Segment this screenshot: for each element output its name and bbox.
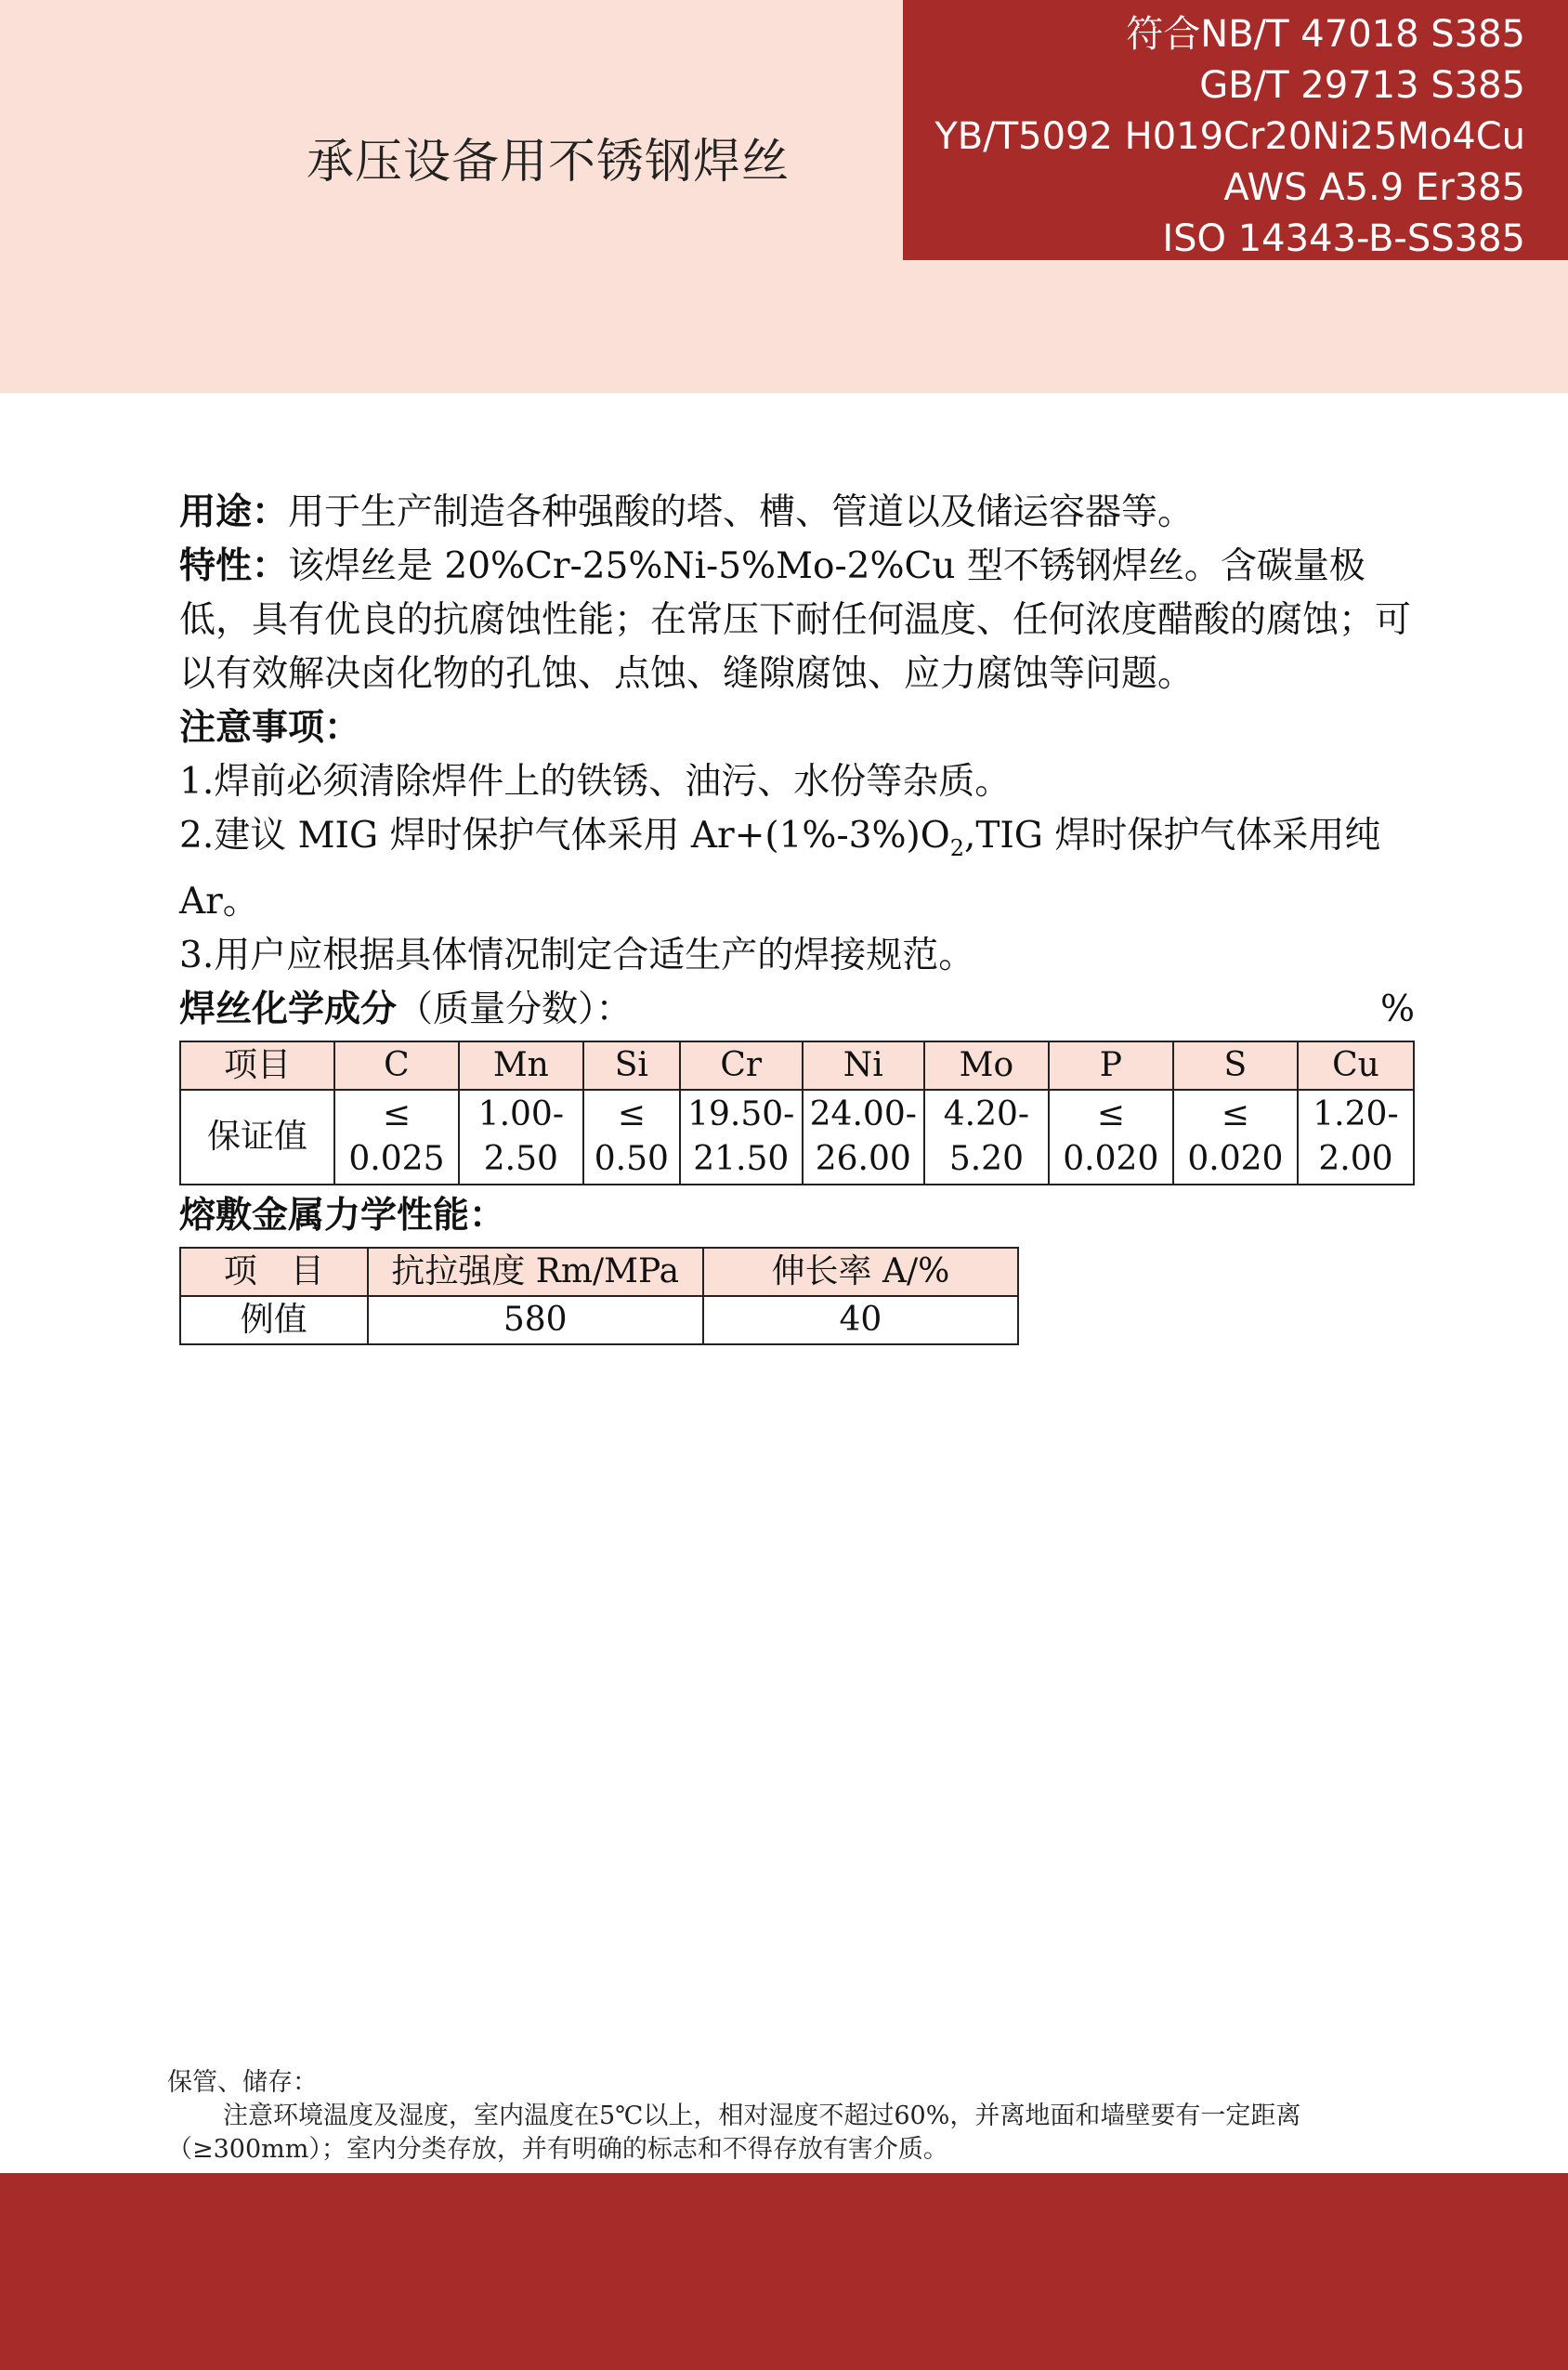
- column-header: P: [1049, 1041, 1173, 1090]
- chemistry-heading: [179, 983, 633, 1037]
- cell-line: 0.50: [594, 1139, 669, 1178]
- cell-line: 4.20-: [943, 1094, 1030, 1133]
- cell-line: ≤: [382, 1094, 412, 1133]
- column-header: 伸长率 A/%: [703, 1248, 1018, 1296]
- mechanical-table: [179, 1247, 1019, 1345]
- note-item-2: [179, 809, 1415, 929]
- main-content: [179, 486, 1415, 1345]
- usage-paragraph: [179, 486, 1415, 540]
- standard-line: ISO 14343-B-SS385: [1162, 217, 1525, 260]
- notes-heading: 注意事项：: [179, 707, 361, 749]
- table-cell: [680, 1090, 803, 1185]
- cell-line: 0.020: [1063, 1139, 1159, 1178]
- row-label: 例值: [180, 1296, 368, 1344]
- storage-section: [167, 2066, 1431, 2167]
- cell-line: 21.50: [693, 1139, 790, 1178]
- note-item-3: 3.用户应根据具体情况制定合适生产的焊接规范。: [179, 934, 975, 976]
- chemistry-table: [179, 1041, 1415, 1185]
- cell-line: 1.20-: [1313, 1094, 1399, 1133]
- table-header-row: [180, 1041, 1414, 1090]
- column-header: Cr: [680, 1041, 803, 1090]
- cell-line: 2.50: [483, 1139, 558, 1178]
- column-header: Ni: [803, 1041, 925, 1090]
- table-cell: [1298, 1090, 1414, 1185]
- standard-line: 符合NB/T 47018 S385: [1126, 13, 1525, 56]
- table-cell: [459, 1090, 583, 1185]
- column-header: 项目: [180, 1041, 334, 1090]
- cell-line: 2.00: [1318, 1139, 1393, 1178]
- cell-line: 5.20: [948, 1139, 1024, 1178]
- note-item-2-text: 2.建议 MIG 焊时保护气体采用 Ar+(1%-3%)O: [179, 815, 950, 857]
- column-header: Mn: [459, 1041, 583, 1090]
- row-label: 保证值: [180, 1090, 334, 1185]
- table-header-row: [180, 1248, 1018, 1296]
- usage-label: 用途：: [179, 491, 289, 533]
- table-row: [180, 1090, 1414, 1185]
- column-header: 抗拉强度 Rm/MPa: [368, 1248, 703, 1296]
- chemistry-heading-bold: 焊丝化学成分: [179, 988, 398, 1030]
- chemistry-unit: %: [1379, 988, 1415, 1030]
- storage-text: 注意环境温度及湿度，室内温度在5℃以上，相对湿度不超过60%，并离地面和墙壁要有一定距离（≥300mm）；室内分类存放，并有明确的标志和不得存放有害介质。: [167, 2102, 1301, 2164]
- standard-line: YB/T5092 H019Cr20Ni25Mo4Cu: [934, 115, 1525, 158]
- table-cell: [583, 1090, 680, 1185]
- column-header: S: [1173, 1041, 1298, 1090]
- cell-line: 19.50-: [687, 1094, 795, 1133]
- table-cell: [334, 1090, 459, 1185]
- standard-line: AWS A5.9 Er385: [1223, 166, 1525, 209]
- note-item-2-text-end: ,TIG 焊时保护气体采用纯 Ar。: [179, 815, 1381, 923]
- table-cell: [803, 1090, 925, 1185]
- cell-line: 1.00-: [477, 1094, 564, 1133]
- cell-line: ≤: [617, 1094, 646, 1133]
- features-label: 特性：: [179, 545, 289, 587]
- table-cell: 40: [703, 1296, 1018, 1344]
- note-item-1: 1.焊前必须清除焊件上的铁锈、油污、水份等杂质。: [179, 761, 1012, 803]
- column-header: C: [334, 1041, 459, 1090]
- features-paragraph: [179, 540, 1415, 701]
- standard-line: GB/T 29713 S385: [1199, 64, 1525, 107]
- table-cell: 580: [368, 1296, 703, 1344]
- table-row: [180, 1296, 1018, 1344]
- chemistry-heading-rest: （质量分数）：: [397, 988, 633, 1030]
- usage-text: 用于生产制造各种强酸的塔、槽、管道以及储运容器等。: [288, 491, 1195, 533]
- cell-line: 24.00-: [809, 1094, 917, 1133]
- note-item-2-subscript: 2: [949, 834, 964, 861]
- mechanical-heading: 熔敷金属力学性能：: [179, 1194, 506, 1237]
- column-header: Cu: [1298, 1041, 1414, 1090]
- column-header: Mo: [924, 1041, 1049, 1090]
- features-text: 该焊丝是 20%Cr-25%Ni-5%Mo-2%Cu 型不锈钢焊丝。含碳量极低，具有优良的抗腐蚀性能；在常压下耐任何温度、任何浓度醋酸的腐蚀；可以有效解决卤化物的孔蚀、点蚀、缝隙腐蚀、应力腐蚀等问题。: [179, 545, 1412, 695]
- column-header: 项 目: [180, 1248, 368, 1296]
- cell-line: 0.020: [1187, 1139, 1284, 1178]
- column-header: Si: [583, 1041, 680, 1090]
- cell-line: ≤: [1221, 1094, 1249, 1133]
- table-cell: [924, 1090, 1049, 1185]
- product-title: 承压设备用不锈钢焊丝: [307, 135, 791, 190]
- standards-box: [903, 0, 1568, 260]
- cell-line: ≤: [1096, 1094, 1125, 1133]
- cell-line: 0.025: [348, 1139, 445, 1178]
- table-cell: [1049, 1090, 1173, 1185]
- storage-heading: 保管、储存：: [167, 2068, 318, 2097]
- footer-band: [0, 2173, 1568, 2370]
- cell-line: 26.00: [815, 1139, 911, 1178]
- table-cell: [1173, 1090, 1298, 1185]
- chemistry-heading-row: [179, 983, 1415, 1037]
